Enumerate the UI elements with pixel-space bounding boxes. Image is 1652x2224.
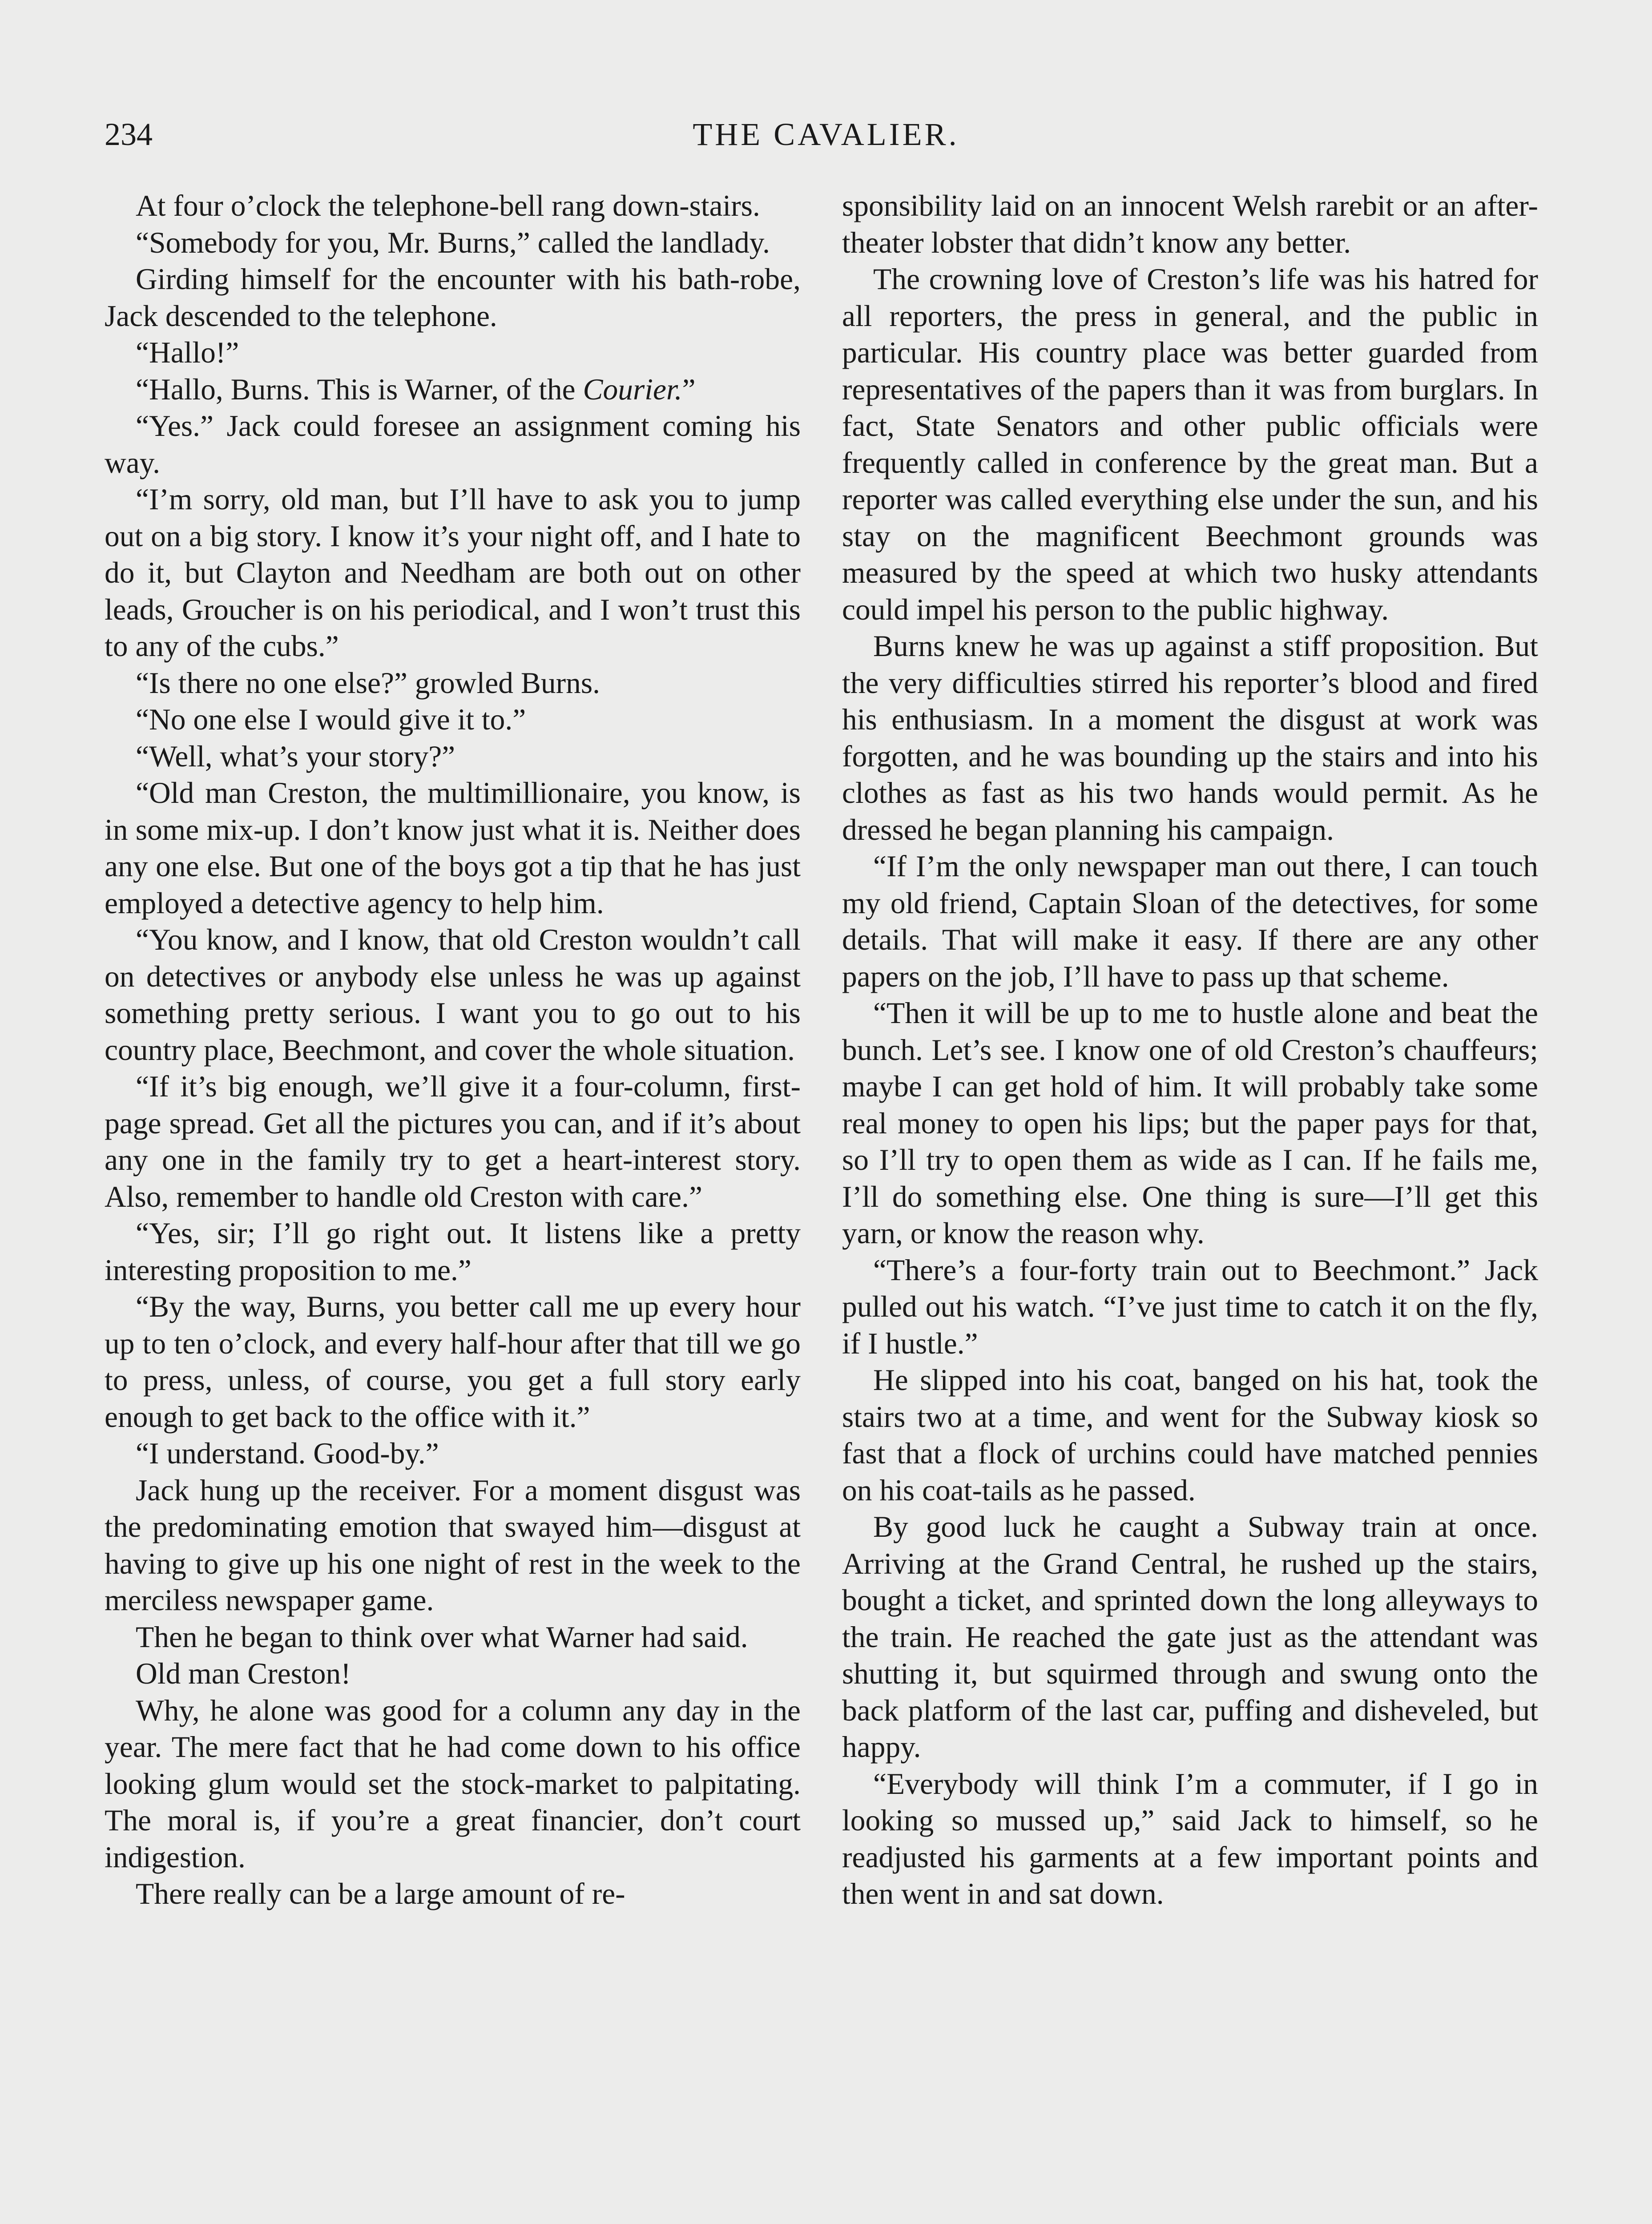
paragraph: “Yes, sir; I’ll go right out. It listens like a pretty interesting proposition to me.” <box>105 1217 801 1287</box>
paragraph: Why, he alone was good for a column any day in the year. The mere fact that he had come down to his office looking glum would set the stock-market to palpitating. The moral is, if you’re a great financier, don’t court indigestion. <box>105 1693 801 1874</box>
paragraph: “You know, and I know, that old Creston wouldn’t call on detectives or anybody else unless he was up against something pretty serious. I want you to go out to his country place, Beechmont, and cover the whole situation. <box>105 923 801 1067</box>
paragraph: Girding himself for the encounter with his bath-robe, Jack descended to the telephone. <box>105 262 801 333</box>
paragraph: At four o’clock the telephone-bell rang down-stairs. <box>136 189 760 222</box>
paragraph: “I’m sorry, old man, but I’ll have to ask you to jump out on a big story. I know it’s your night off, and I hate to do it, but Clayton and Needham are both out on other leads, Groucher is on his periodical, and I won’t trust this to any of the cubs.” <box>105 483 801 663</box>
paragraph: “Yes.” Jack could foresee an assignment coming his way. <box>105 409 801 479</box>
paragraph-continued: sponsibility laid on an innocent Welsh rarebit or an after-theater lobster that didn’t know any better. <box>842 189 1538 259</box>
paragraph: Old man Creston! <box>136 1657 351 1690</box>
paragraph: By good luck he caught a Subway train at once. Arriving at the Grand Central, he rushed up the stairs, bought a ticket, and sprinted down the long alleyways to the train. He reached the gate just as the attendant was shutting it, but squirmed through and swung onto the back platform of the last car, puffing and disheveled, but happy. <box>842 1510 1538 1764</box>
paragraph: Burns knew he was up against a stiff proposition. But the very difficulties stirred his reporter’s blood and fired his enthusiasm. In a moment the disgust at work was forgotten, and he was bounding up the stairs and into his clothes as fast as his two hands would permit. As he dressed he began planning his campaign. <box>842 629 1538 846</box>
paragraph: The crowning love of Creston’s life was his hatred for all reporters, the press in general, and the public in particular. His country place was better guarded from representatives of the papers than it was from burglars. In fact, State Senators and other public officials were frequently called in conference by the great man. But a reporter was called everything else under the sun, and his stay on the magnificent Beechmont grounds was measured by the speed at which two husky attendants could impel his person to the public highway. <box>842 262 1538 626</box>
paragraph: “No one else I would give it to.” <box>136 703 526 736</box>
paragraph: “Somebody for you, Mr. Burns,” called the landlady. <box>136 226 770 259</box>
paragraph: “Old man Creston, the multimillionaire, you know, is in some mix-up. I don’t know just what it is. Neither does any one else. But one of the boys got a tip that he has just employed a detective agency to help him. <box>105 776 801 920</box>
paragraph: He slipped into his coat, banged on his hat, took the stairs two at a time, and went for the Subway kiosk so fast that a flock of urchins could have matched pennies on his coat-tails as he passed. <box>842 1363 1538 1507</box>
paragraph: There really can be a large amount of re- <box>136 1877 625 1910</box>
paragraph: “Then it will be up to me to hustle alone and beat the bunch. Let’s see. I know one of old Creston’s chauffeurs; maybe I can get hold of him. It will probably take some real money to open his lips; but the paper pays for that, so I’ll try to open them as wide as I can. If he fails me, I’ll do something else. One thing is sure—I’ll get this yarn, or know the reason why. <box>842 996 1538 1250</box>
running-title: THE CAVALIER. <box>693 117 959 152</box>
paragraph: Jack hung up the receiver. For a moment disgust was the predominating emotion that swayed him—disgust at having to give up his one night of rest in the week to the merciless newspaper game. <box>105 1473 801 1617</box>
paragraph: “Hallo!” <box>136 336 239 369</box>
right-column <box>842 188 1538 1913</box>
paragraph: “By the way, Burns, you better call me up every hour up to ten o’clock, and every half-hour after that till we go to press, unless, of course, you get a full story early enough to get back to the office with it.” <box>105 1290 801 1434</box>
paragraph: “There’s a four-forty train out to Beechmont.” Jack pulled out his watch. “I’ve just time to catch it on the fly, if I hustle.” <box>842 1253 1538 1360</box>
paragraph: Then he began to think over what Warner had said. <box>136 1620 748 1654</box>
left-column <box>105 188 801 1913</box>
paragraph: “Is there no one else?” growled Burns. <box>136 666 600 700</box>
paragraph: “Everybody will think I’m a commuter, if I go in looking so mussed up,” said Jack to himself, so he readjusted his garments at a few important points and then went in and sat down. <box>842 1767 1538 1910</box>
text: “Hallo, Burns. This is Warner, of the Courier.” <box>136 372 696 406</box>
paragraph: “I understand. Good-by.” <box>136 1437 439 1470</box>
paragraph: “Well, what’s your story?” <box>136 739 455 773</box>
paragraph: “If I’m the only newspaper man out there, I can touch my old friend, Captain Sloan of the detectives, for some details. That will make it easy. If there are any other papers on the job, I’ll have to pass up that scheme. <box>842 850 1538 993</box>
paragraph: “If it’s big enough, we’ll give it a four-column, first-page spread. Get all the pictures you can, and if it’s about any one in the family try to get a heart-interest story. Also, remember to handle old Creston with care.” <box>105 1070 801 1213</box>
paragraph-warner <box>105 371 801 408</box>
page-number: 234 <box>105 117 153 152</box>
